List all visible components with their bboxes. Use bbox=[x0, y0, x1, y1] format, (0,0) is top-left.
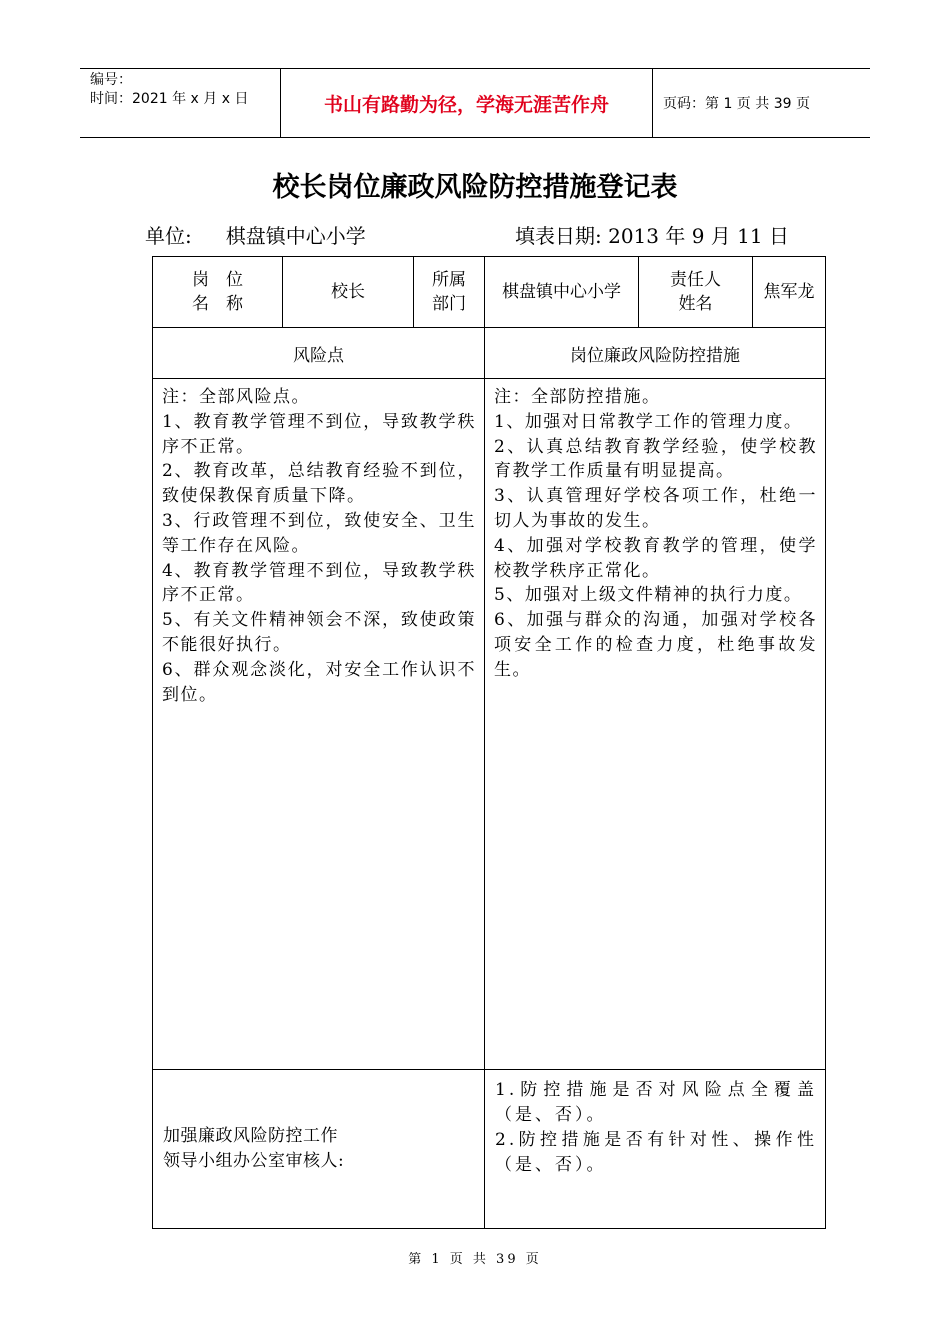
list-item: 6、群众观念淡化，对安全工作认识不到位。 bbox=[162, 659, 476, 705]
person-value: 焦军龙 bbox=[753, 257, 826, 328]
list-item: 1、教育教学管理不到位，导致教学秩序不正常。 bbox=[162, 411, 476, 457]
risk-list bbox=[153, 379, 485, 1070]
list-item: 3、认真管理好学校各项工作，杜绝一切人为事故的发生。 bbox=[494, 486, 817, 531]
person-label-cell: 责任人 姓名 bbox=[639, 257, 753, 328]
list-item: 注：全部防控措施。 bbox=[494, 387, 661, 407]
review-checks bbox=[485, 1070, 826, 1229]
column-header-row bbox=[153, 328, 826, 379]
list-item: 4、教育教学管理不到位，导致教学秩序不正常。 bbox=[162, 560, 476, 606]
document-header bbox=[80, 68, 870, 138]
risk-header: 风险点 bbox=[153, 328, 485, 379]
header-motto: 书山有路勤为径，学海无涯苦作舟 bbox=[280, 69, 653, 137]
measure-list bbox=[485, 379, 826, 1070]
position-value: 校长 bbox=[283, 257, 414, 328]
measure-header: 岗位廉政风险防控措施 bbox=[485, 328, 826, 379]
review-row bbox=[153, 1070, 826, 1229]
list-item: 2、认真总结教育教学经验，使学校教育教学工作质量有明显提高。 bbox=[494, 436, 817, 482]
unit-line bbox=[145, 220, 845, 249]
info-row bbox=[153, 257, 826, 328]
page-footer: 第 1 页 共 39 页 bbox=[408, 1252, 542, 1267]
date-block bbox=[515, 220, 789, 249]
dept-label-cell: 所属 部门 bbox=[414, 257, 485, 328]
position-label-cell: 岗 位 名 称 bbox=[153, 257, 283, 328]
list-item: 6、加强与群众的沟通，加强对学校各项安全工作的检查力度，杜绝事故发生。 bbox=[494, 610, 817, 680]
registration-table bbox=[152, 256, 826, 1229]
unit-label: 单位: bbox=[145, 224, 192, 248]
date-label: 填表日期: bbox=[515, 224, 602, 248]
list-item: 1、加强对日常教学工作的管理力度。 bbox=[494, 411, 803, 432]
document-title: 校长岗位廉政风险防控措施登记表 bbox=[272, 172, 678, 203]
list-item: 3、行政管理不到位，致使安全、卫生等工作存在风险。 bbox=[162, 510, 476, 556]
list-item: 2、教育改革，总结教育经验不到位，致使保教保育质量下降。 bbox=[162, 461, 476, 507]
date-value: 2013 年 9 月 11 日 bbox=[608, 224, 789, 248]
header-page-label: 页码：第 1 页 共 39 页 bbox=[663, 96, 810, 112]
time-label: 时间：2021 年 x 月 x 日 bbox=[90, 91, 249, 107]
list-item: 4、加强对学校教育教学的管理，使学校教学秩序正常化。 bbox=[494, 535, 817, 581]
reviewer-label: 加强廉政风险防控工作 领导小组办公室审核人: bbox=[153, 1070, 485, 1229]
check-item: 1.防控措施是否对风险点全覆盖（是、否）。 bbox=[495, 1080, 817, 1125]
content-row bbox=[153, 379, 826, 1070]
list-item: 5、加强对上级文件精神的执行力度。 bbox=[494, 585, 803, 606]
list-item: 注：全部风险点。 bbox=[162, 387, 310, 407]
header-meta bbox=[80, 69, 280, 137]
unit-value: 棋盘镇中心小学 bbox=[225, 224, 366, 248]
check-item: 2.防控措施是否有针对性、操作性（是、否）。 bbox=[495, 1130, 817, 1175]
number-label: 编号： bbox=[90, 72, 132, 88]
dept-value: 棋盘镇中心小学 bbox=[485, 257, 639, 328]
list-item: 5、有关文件精神领会不深，致使政策不能很好执行。 bbox=[162, 610, 476, 655]
